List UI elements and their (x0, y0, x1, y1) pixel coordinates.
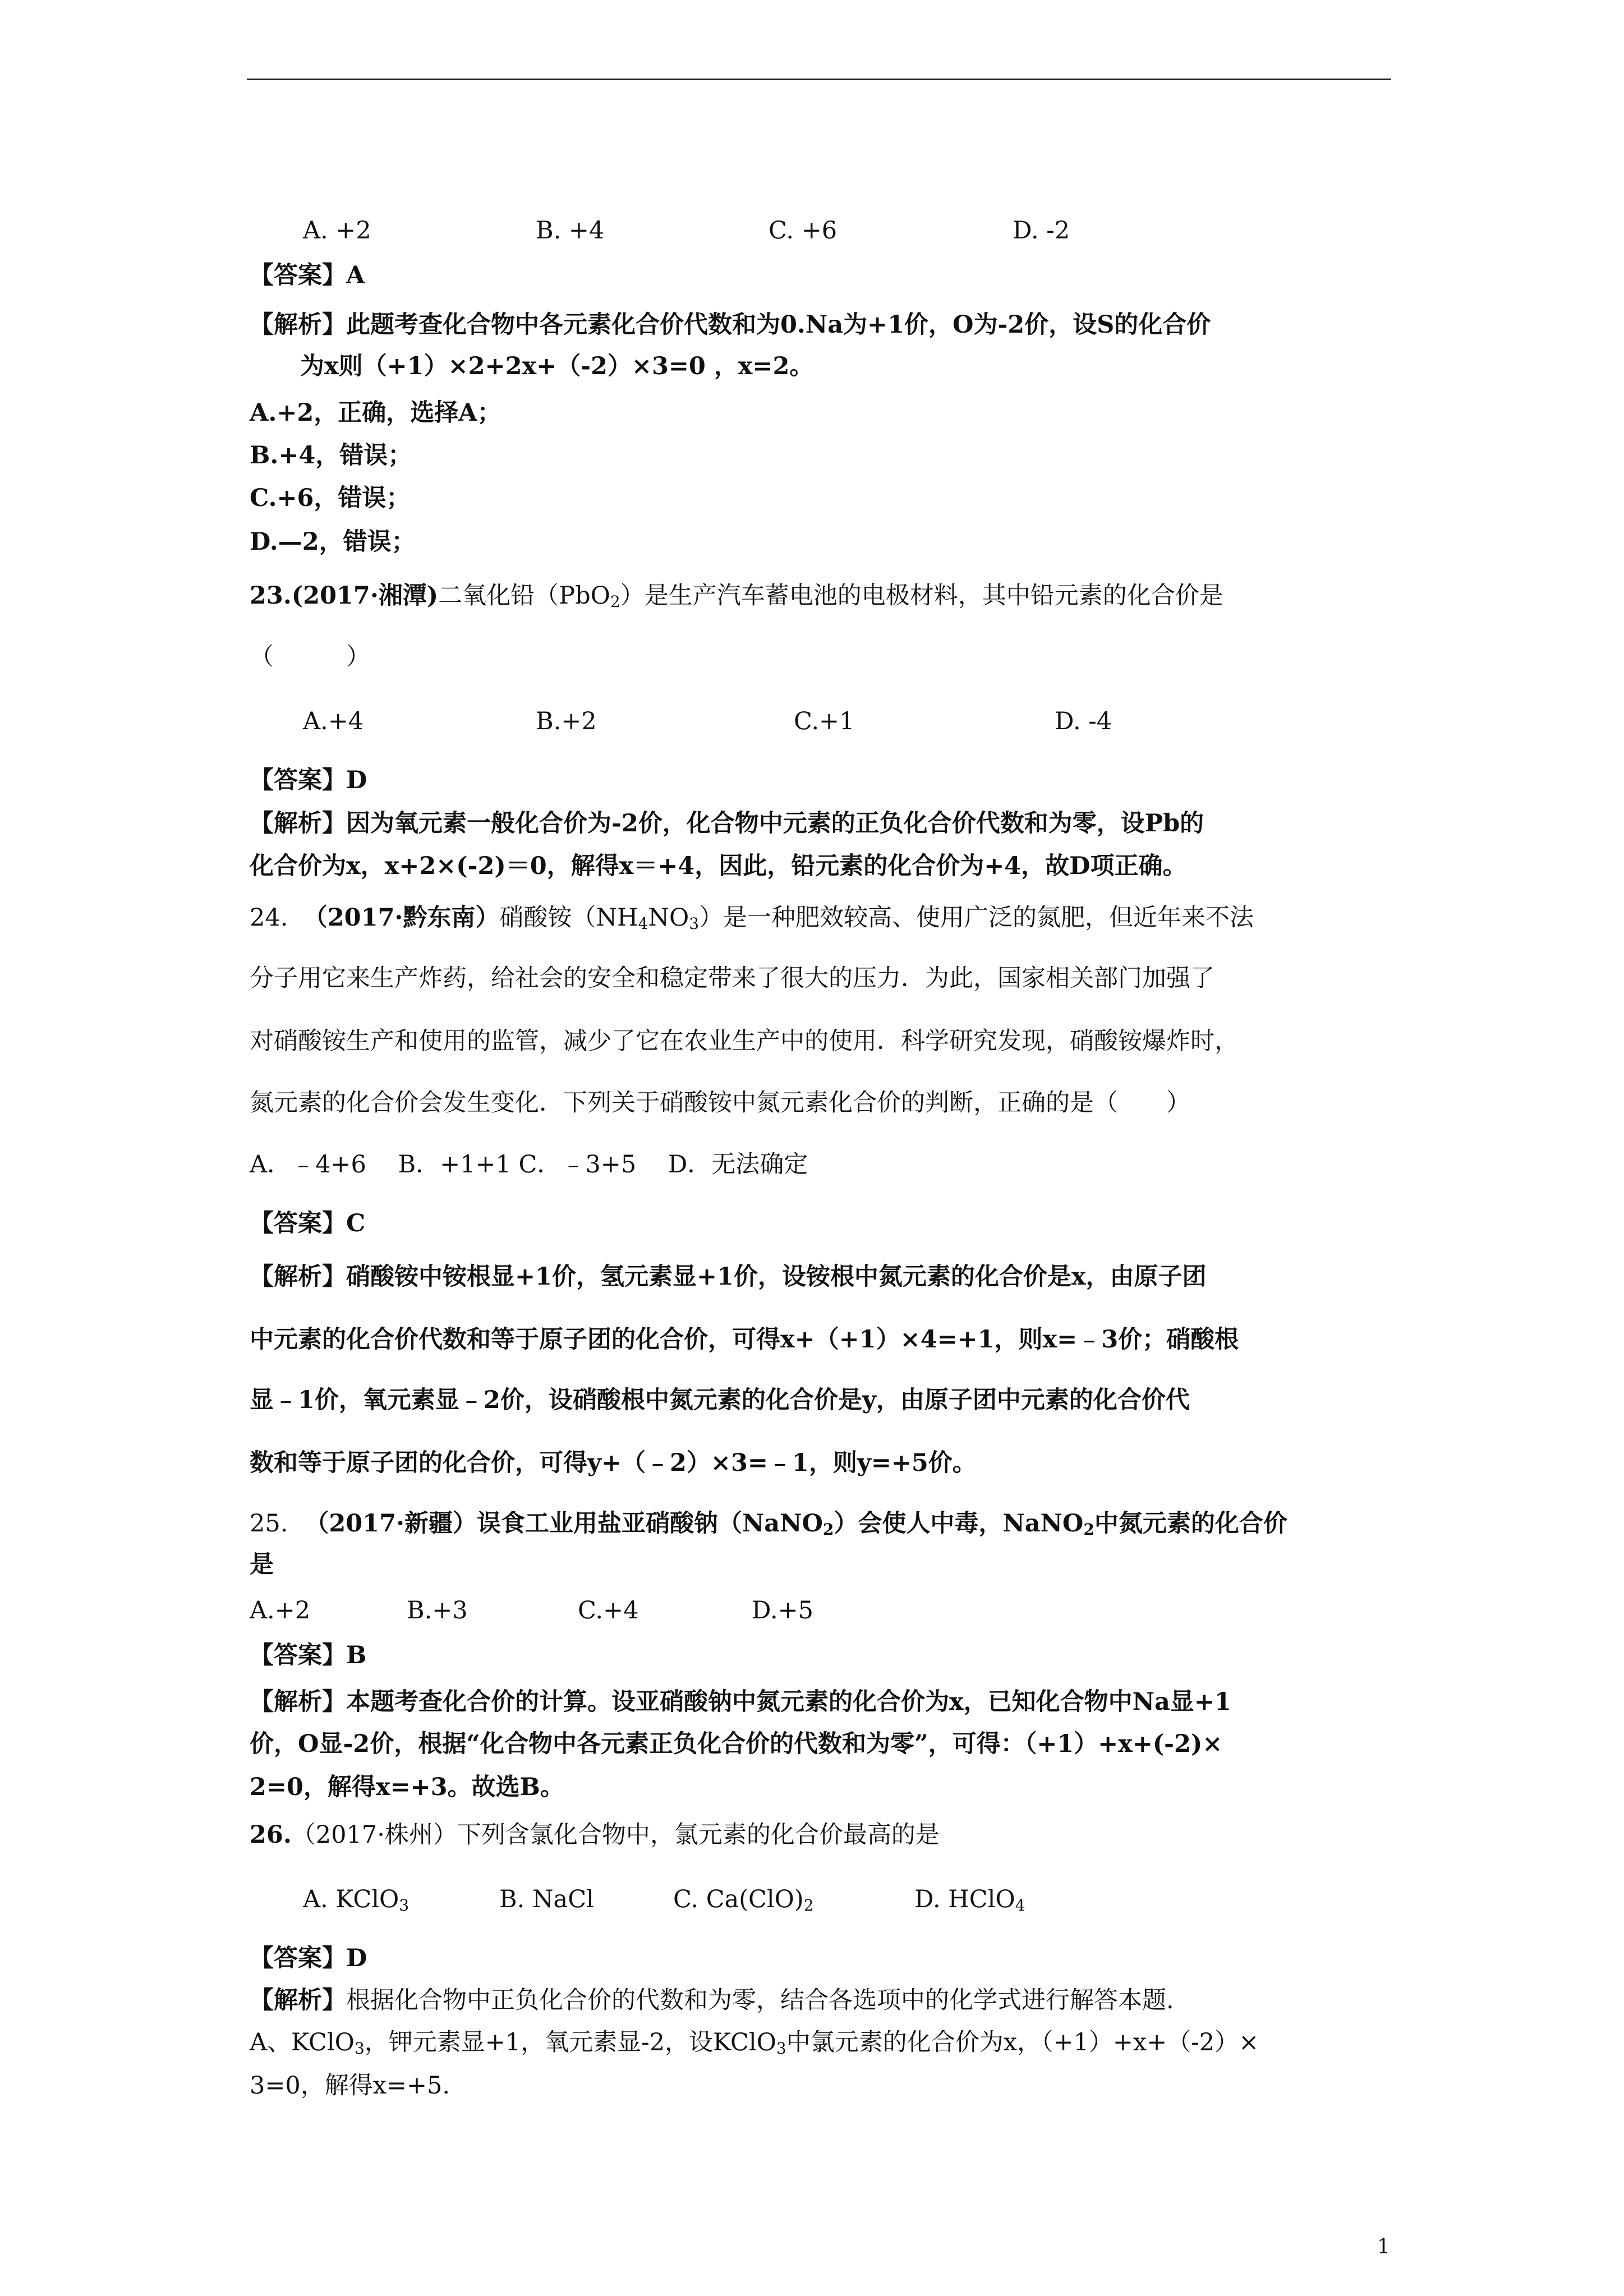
q26-analysis-2c: 中氯元素的化合价为x，（+1）+x+（-2）× (786, 2028, 1259, 2056)
q26-option-a (303, 1885, 409, 1914)
q25-option-d: D.+5 (752, 1596, 813, 1625)
q24-stem-line-2: 分子用它来生产炸药，给社会的安全和稳定带来了很大的压力．为此，国家相关部门加强了 (250, 964, 1214, 992)
q25-stem-c: 中氮元素的化合价 (1094, 1510, 1287, 1538)
page-number: 1 (1377, 2235, 1390, 2258)
q25-stem-a: （2017·新疆）误食工业用盐亚硝酸钠（NaNO (305, 1510, 823, 1538)
q25-option-b: B.+3 (407, 1596, 468, 1625)
q22-option-c: C. +6 (769, 217, 838, 245)
q25-option-c: C.+4 (578, 1596, 639, 1625)
q26-analysis-2b: ，钾元素显+1，氧元素显-2，设KClO (364, 2028, 776, 2056)
q26-option-b: B. NaCl (499, 1885, 594, 1913)
header-rule (247, 79, 1391, 80)
q26-analysis-sub1: 3 (354, 2039, 365, 2058)
q26-analysis-line-2 (250, 2028, 1259, 2057)
q24-analysis-line-2: 中元素的化合价代数和等于原子团的化合价，可得x+（+1）×4=+1，则x=﹣3价；硝酸根 (250, 1326, 1239, 1354)
q23-option-c: C.+1 (794, 707, 855, 735)
q22-answer: 【答案】A (250, 261, 365, 289)
q26-option-c-sub: 2 (803, 1896, 814, 1915)
q26-option-a-text: A. KClO (303, 1885, 399, 1913)
q23-answer-paren: （ ） (250, 643, 370, 671)
q24-stem-a: 硝酸铵（NH (499, 904, 638, 932)
q26-option-c (673, 1885, 814, 1914)
q25-stem-b: ）会使人中毒，NaNO (834, 1510, 1084, 1538)
q25-stem-line-1 (250, 1509, 1287, 1538)
q23-stem (250, 581, 1223, 610)
q26-option-a-sub: 3 (399, 1896, 410, 1915)
q24-answer: 【答案】C (250, 1209, 366, 1237)
q23-number-source: 23.(2017·湘潭) (250, 582, 439, 610)
q25-analysis-line-3: 2=0，解得x=+3。故选B。 (250, 1773, 564, 1801)
q24-source: （2017·黔东南） (303, 904, 500, 932)
q24-stem-b: NO (648, 904, 689, 932)
q24-number: 24. (250, 904, 288, 932)
q24-options: A．﹣4+6 B．+1+1 C．﹣3+5 D．无法确定 (250, 1151, 808, 1179)
analysis-tag: 【解析】 (250, 1263, 346, 1291)
q22-option-d: D. -2 (1013, 217, 1070, 245)
q24-analysis-line-1 (250, 1262, 1207, 1291)
q26-option-d (914, 1885, 1025, 1914)
analysis-tag: 【解析】 (250, 1986, 346, 2014)
q25-stem-line-2: 是 (250, 1550, 274, 1579)
q22-note-b: B.+4，错误； (250, 441, 412, 470)
q25-option-a: A.+2 (250, 1596, 311, 1625)
q22-option-a: A. +2 (303, 217, 371, 245)
q24-stem-sub2: 3 (689, 914, 700, 933)
q23-analysis-text: 因为氧元素一般化合价为-2价，化合物中元素的正负化合价代数和为零，设Pb的 (346, 809, 1204, 838)
q23-option-b: B.+2 (536, 707, 597, 735)
q25-answer: 【答案】B (250, 1641, 367, 1669)
analysis-tag: 【解析】 (250, 1688, 346, 1716)
q22-note-c: C.+6，错误； (250, 484, 411, 512)
q26-stem (250, 1820, 940, 1849)
q26-analysis-2a: A、KClO (250, 2028, 355, 2056)
q24-stem-line-1 (250, 903, 1254, 932)
q26-analysis-line-3: 3=0，解得x=+5. (250, 2072, 450, 2100)
analysis-tag: 【解析】 (250, 311, 346, 339)
q24-analysis-line-3: 显﹣1价，氧元素显﹣2价，设硝酸根中氮元素的化合价是y，由原子团中元素的化合价代 (250, 1386, 1190, 1414)
q23-stem-a: 二氧化铅（PbO (438, 582, 610, 610)
q24-stem-line-4: 氮元素的化合价会发生变化．下列关于硝酸铵中氮元素化合价的判断，正确的是（ ） (250, 1089, 1190, 1117)
q24-stem-sub1: 4 (638, 914, 648, 933)
q26-option-c-text: C. Ca(ClO) (673, 1885, 804, 1913)
q25-analysis-text: 本题考查化合价的计算。设亚硝酸钠中氮元素的化合价为x，已知化合物中Na显+1 (346, 1688, 1231, 1716)
q25-analysis-line-2: 价，O显-2价，根据“化合物中各元素正负化合价的代数和为零”，可得：（+1）+x+(-2)× (250, 1730, 1223, 1758)
q26-stem-text: （2017·株州）下列含氯化合物中，氯元素的化合价最高的是 (291, 1821, 940, 1849)
q26-number: 26. (250, 1821, 292, 1849)
q26-analysis-line-1 (250, 1986, 1174, 2015)
q24-stem-c: ）是一种肥效较高、使用广泛的氮肥，但近年来不法 (699, 904, 1254, 932)
q22-analysis-line-1 (250, 310, 1211, 339)
q23-stem-sub: 2 (610, 592, 620, 611)
q26-analysis-text: 根据化合物中正负化合价的代数和为零，结合各选项中的化学式进行解答本题. (346, 1986, 1174, 2014)
q24-stem-line-3: 对硝酸铵生产和使用的监管，减少了它在农业生产中的使用．科学研究发现，硝酸铵爆炸时， (250, 1027, 1239, 1055)
q24-analysis-line-4: 数和等于原子团的化合价，可得y+（﹣2）×3=﹣1，则y=+5价。 (250, 1449, 977, 1477)
q22-analysis-line-2: 为x则（+1）×2+2x+（-2）×3=0 ，x=2。 (300, 352, 814, 380)
q23-analysis-line-2: 化合价为x，x+2×(-2)＝0，解得x＝+4，因此，铅元素的化合价为+4，故D项正确。 (250, 852, 1187, 880)
q22-option-b: B. +4 (536, 217, 605, 245)
q26-option-d-sub: 4 (1015, 1896, 1025, 1915)
q25-stem-sub1: 2 (822, 1520, 834, 1539)
q25-analysis-line-1 (250, 1687, 1231, 1717)
q25-number: 25. (250, 1510, 288, 1538)
q26-answer: 【答案】D (250, 1944, 367, 1972)
q23-answer: 【答案】D (250, 766, 367, 794)
q26-option-d-text: D. HClO (914, 1885, 1015, 1913)
q22-note-d: D.—2，错误； (250, 528, 416, 556)
q26-analysis-sub2: 3 (776, 2039, 786, 2058)
q24-analysis-text: 硝酸铵中铵根显+1价，氢元素显+1价，设铵根中氮元素的化合价是x，由原子团 (346, 1263, 1207, 1291)
q23-option-d: D. -4 (1055, 707, 1112, 735)
q22-analysis-text: 此题考查化合物中各元素化合价代数和为0.Na为+1价，O为-2价，设S的化合价 (346, 311, 1211, 339)
q23-analysis-line-1 (250, 809, 1204, 838)
q22-note-a: A.+2，正确，选择A； (250, 399, 502, 427)
analysis-tag: 【解析】 (250, 809, 346, 838)
q23-stem-b: ）是生产汽车蓄电池的电极材料，其中铅元素的化合价是 (620, 582, 1223, 610)
q25-stem-sub2: 2 (1083, 1520, 1094, 1539)
q23-option-a: A.+4 (303, 707, 364, 735)
